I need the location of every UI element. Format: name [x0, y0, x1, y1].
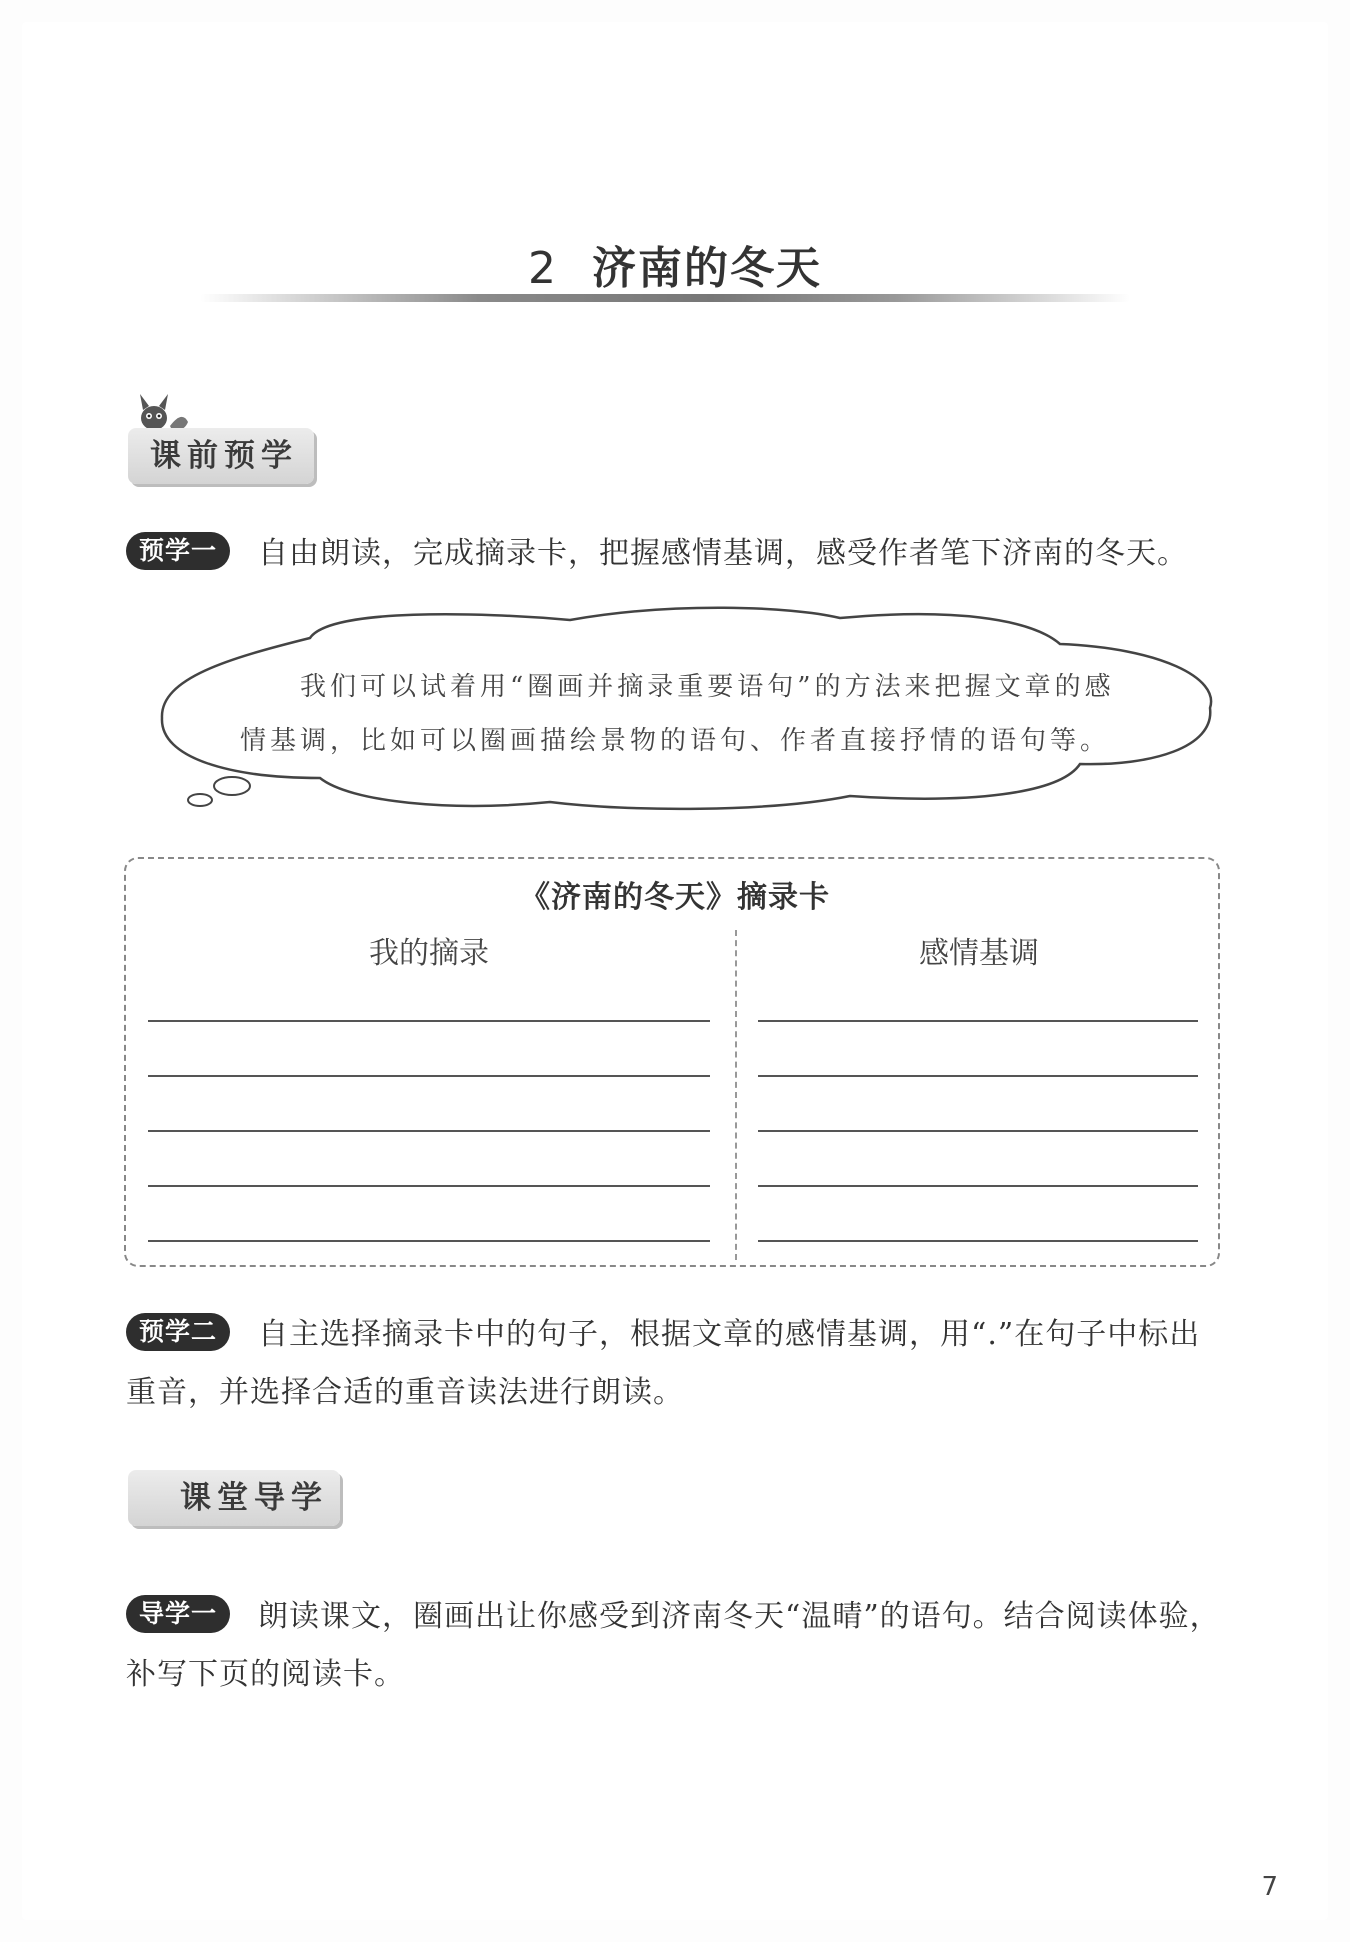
- page-number: 7: [1261, 1872, 1278, 1902]
- task-tag: 预学二: [126, 1313, 230, 1351]
- section-heading-class-study: 课堂导学: [128, 1470, 340, 1526]
- task-tag: 预学一: [126, 532, 230, 570]
- writing-line[interactable]: [148, 1240, 710, 1242]
- task-pre-study-2: [126, 1306, 1224, 1422]
- lesson-title: [0, 232, 1350, 296]
- section-heading-pre-study: 课前预学: [128, 428, 314, 484]
- writing-line[interactable]: [148, 1185, 710, 1187]
- column-divider: [735, 930, 737, 1260]
- writing-line[interactable]: [758, 1185, 1198, 1187]
- writing-line[interactable]: [758, 1240, 1198, 1242]
- tip-text: [240, 660, 1140, 768]
- excerpt-card: [124, 857, 1220, 1267]
- task-text: 自主选择摘录卡中的句子，根据文章的感情基调，用“.”在句子中标出重音，并选择合适的重音读法进行朗读。: [126, 1317, 1201, 1410]
- task-text: 朗读课文，圈画出让你感受到济南冬天“温晴”的语句。结合阅读体验，补写下页的阅读卡。: [126, 1599, 1221, 1692]
- task-text: 自由朗读，完成摘录卡，把握感情基调，感受作者笔下济南的冬天。: [258, 536, 1188, 571]
- writing-line[interactable]: [148, 1075, 710, 1077]
- writing-line[interactable]: [148, 1020, 710, 1022]
- tip-line-2: 情基调，比如可以圈画描绘景物的语句、作者直接抒情的语句等。: [240, 726, 1111, 756]
- writing-line[interactable]: [758, 1130, 1198, 1132]
- task-guided-study-1: [126, 1588, 1224, 1704]
- column-header-emotional-tone: 感情基调: [919, 936, 1039, 971]
- writing-line[interactable]: [758, 1075, 1198, 1077]
- task-pre-study-1: [126, 525, 1224, 583]
- task-tag: 导学一: [126, 1595, 230, 1633]
- tip-line-1: 我们可以试着用“圈画并摘录重要语句”的方法来把握文章的感: [300, 672, 1115, 702]
- lesson-number: 2: [528, 243, 558, 294]
- column-header-my-excerpt: 我的摘录: [369, 936, 489, 971]
- title-underline: [200, 294, 1130, 302]
- writing-line[interactable]: [148, 1130, 710, 1132]
- writing-line[interactable]: [758, 1020, 1198, 1022]
- excerpt-card-title: 《济南的冬天》摘录卡: [520, 880, 830, 915]
- lesson-title-text: 济南的冬天: [592, 243, 822, 294]
